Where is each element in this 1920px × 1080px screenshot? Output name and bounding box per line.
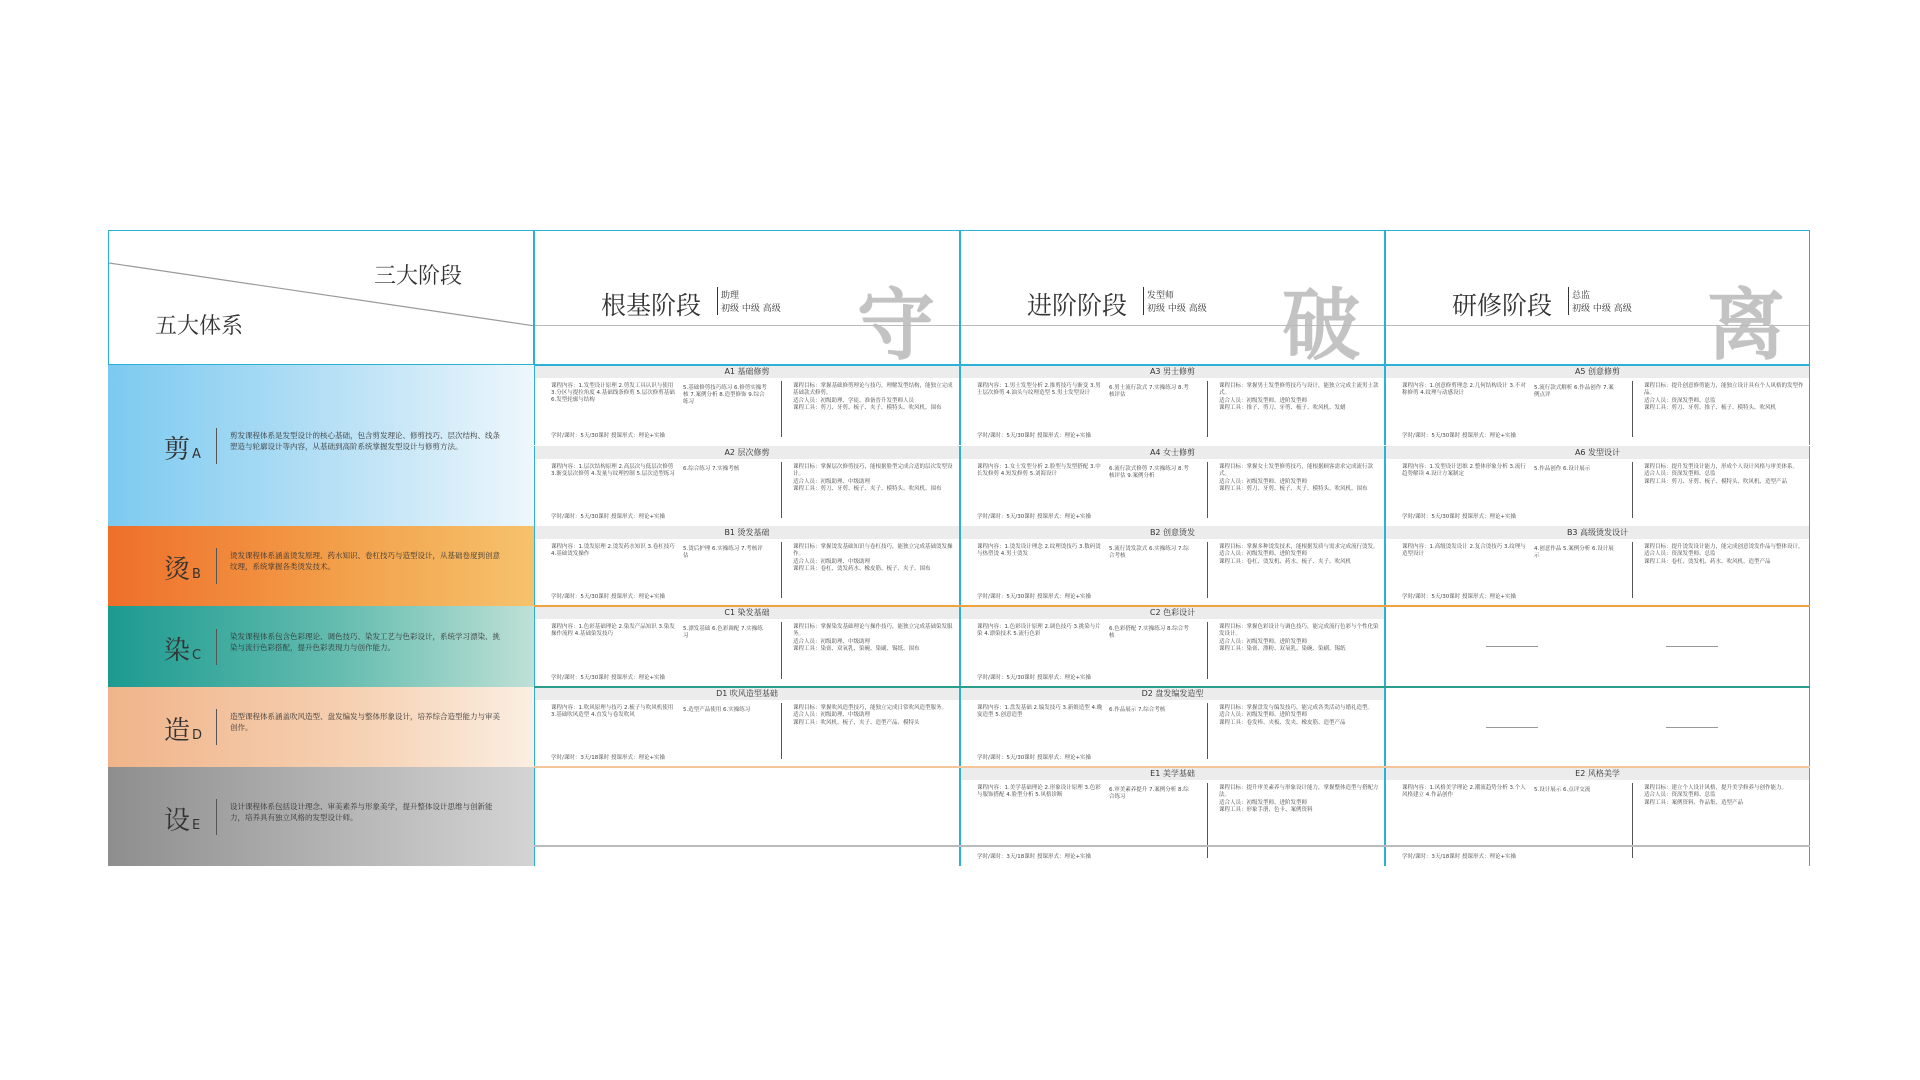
course-hours: 学时/课时：5天/30课时 授课形式：理论+实操 [1402, 594, 1517, 600]
course-details: 课程目标：掌握层次修剪技巧，能根据脸型完成合适的层次发型设计。 适合人员：初级助理、中级助理 课程工具：剪刀、牙剪、梳子、夹子、模特头、吹风机、围布 [793, 464, 953, 493]
cell-divider [781, 622, 782, 679]
stage-levels: 初级 中级 高级 [1147, 304, 1207, 314]
course-content: 课程内容：1.创意修剪理念 2.几何结构设计 3.不对称修剪 4.纹理与动感设计 [1402, 383, 1526, 397]
empty-dash [1486, 727, 1538, 728]
three-stages-label: 三大阶段 [374, 264, 463, 289]
stage-seal: 守 [856, 280, 931, 365]
course-hours: 学时/课时：3天/18课时 授课形式：理论+实操 [1402, 854, 1517, 860]
empty-dash [1486, 646, 1538, 647]
course-details: 课程目标：掌握男士发型修剪技巧与设计，能独立完成主流男士款式。 适合人员：初级发型师、进阶发型师 课程工具：推子、剪刀、牙剪、梳子、吹风机、发蜡 [1219, 383, 1379, 412]
course-cell [960, 446, 1385, 526]
empty-cell [534, 767, 960, 866]
stage-header-0 [534, 230, 960, 365]
course-hours: 学时/课时：5天/30课时 授课形式：理论+实操 [977, 514, 1092, 520]
course-cell [1385, 365, 1810, 445]
course-title: A5 创意修剪 [1386, 365, 1809, 378]
course-content-more: 4.创意作品 5.案例分析 6.设计展示 [1534, 546, 1614, 560]
cell-divider [1632, 462, 1633, 518]
course-details: 课程目标：掌握女士发型修剪技巧，能根据顾客需求完成流行款式。 适合人员：初级发型师、进阶发型师 课程工具：剪刀、牙剪、梳子、夹子、模特头、吹风机、围布 [1219, 464, 1374, 493]
course-title: E1 美学基础 [961, 767, 1384, 780]
cell-divider [1207, 381, 1208, 437]
stage-seal: 离 [1706, 280, 1781, 365]
course-cell [1385, 526, 1810, 606]
course-cell [1385, 767, 1810, 866]
course-title: E2 风格美学 [1386, 767, 1809, 780]
system-code: E [192, 817, 201, 833]
cell-divider [1207, 462, 1208, 518]
cell-divider [781, 542, 782, 598]
system-char-text: 烫 [164, 555, 191, 585]
course-content-more: 5.作品创作 6.设计展示 [1534, 466, 1591, 472]
stage-role: 总监 [1572, 291, 1591, 301]
empty-cell [1385, 687, 1810, 767]
cell-divider [781, 462, 782, 518]
system-code: B [192, 567, 201, 582]
course-title: A1 基础修剪 [535, 365, 959, 378]
system-row-1 [108, 526, 534, 606]
course-title: C1 染发基础 [535, 606, 959, 619]
empty-dash [1666, 646, 1718, 647]
stage-divider [1143, 287, 1144, 315]
course-content-more: 5.造型产品使用 6.实操练习 [683, 707, 751, 713]
system-desc: 设计课程体系包括设计理念、审美素养与形象美学，提升整体设计思维与创新能力，培养具有独立风格的发型设计师。 [230, 801, 493, 822]
system-divider [216, 629, 217, 665]
course-cell [960, 687, 1385, 767]
system-char-text: 造 [164, 716, 191, 746]
course-content-more: 5.流行款式解析 6.作品创作 7.案例点评 [1534, 385, 1614, 399]
course-content-more: 5.流行烫发款式 6.实操练习 7.综合考核 [1109, 546, 1189, 560]
course-details: 课程目标：提升创意修剪能力，能独立设计具有个人风格的发型作品。 适合人员：资深发型师、总监 课程工具：剪刀、牙剪、推子、梳子、模特头、吹风机 [1644, 383, 1804, 412]
course-cell [960, 365, 1385, 445]
system-desc: 造型课程体系涵盖吹风造型、盘发编发与整体形象设计，培养综合造型能力与审美创作。 [230, 712, 500, 732]
five-systems-label: 五大体系 [155, 314, 244, 339]
course-cell [960, 767, 1385, 866]
system-char-text: 染 [164, 635, 191, 666]
system-char [164, 800, 200, 837]
system-char [164, 549, 201, 586]
stage-name: 研修阶段 [1452, 291, 1553, 320]
course-title: A3 男士修剪 [961, 365, 1384, 378]
empty-dash [1666, 727, 1718, 728]
system-char [164, 630, 201, 667]
system-row-0 [108, 365, 534, 526]
course-hours: 学时/课时：5天/30课时 授课形式：理论+实操 [977, 594, 1092, 600]
stage-name: 根基阶段 [601, 291, 702, 320]
course-content-more: 6.男士流行款式 7.实操练习 8.考核评估 [1109, 385, 1189, 399]
course-cell [534, 606, 960, 687]
course-title: D1 吹风造型基础 [535, 687, 959, 700]
system-divider [216, 709, 217, 745]
course-details: 课程目标：掌握染发基础理论与操作技巧，能独立完成基础染发服务。 适合人员：初级助理、中级助理 课程工具：染膏、双氧乳、染碗、染刷、锡纸、围布 [793, 624, 953, 653]
course-content-more: 6.综合练习 7.实操考核 [683, 466, 740, 472]
system-divider [216, 428, 217, 464]
row-divider [534, 686, 1810, 688]
course-title: D2 盘发编发造型 [961, 687, 1384, 700]
course-content-more: 5.设计展示 6.点评交流 [1534, 787, 1591, 793]
course-hours: 学时/课时：3天/18课时 授课形式：理论+实操 [977, 854, 1092, 860]
course-content-more: 5.基础修剪技巧练习 6.修剪实操考核 7.案例分析 8.造型修饰 9.综合练习 [683, 385, 767, 406]
course-content: 课程内容：1.色彩基础理论 2.染发产品知识 3.染发操作流程 4.基础染发技巧 [551, 624, 675, 638]
course-hours: 学时/课时：5天/30课时 授课形式：理论+实操 [977, 675, 1092, 681]
course-hours: 学时/课时：5天/30课时 授课形式：理论+实操 [977, 433, 1092, 439]
stage-header-1 [960, 230, 1385, 365]
course-content: 课程内容：1.盘发基础 2.编发技巧 3.新娘造型 4.晚宴造型 5.创意造型 [977, 705, 1103, 719]
course-title: B1 烫发基础 [535, 526, 959, 539]
course-content: 课程内容：1.层次结构原理 2.高层次与低层次修剪 3.渐变层次修剪 4.发量与纹理控制 5.层次造型练习 [551, 464, 675, 478]
course-details: 课程目标：掌握烫发基础知识与卷杠技巧，能独立完成基础烫发操作。 适合人员：初级助理、中级助理 课程工具：卷杠、烫发药水、橡皮筋、梳子、夹子、围布 [793, 544, 953, 573]
system-desc: 剪发课程体系是发型设计的核心基础，包含剪发理论、修剪技巧、层次结构、线条塑造与轮廓设计等内容，从基础到高阶系统掌握发型设计与修剪方法。 [230, 430, 500, 451]
course-content: 课程内容：1.烫发原理 2.烫发药水知识 3.卷杠技巧 4.基础烫发操作 [551, 544, 675, 558]
course-details: 课程目标：建立个人设计风格，提升美学修养与创作能力。 适合人员：资深发型师、总监 课程工具：案例资料、作品集、造型产品 [1644, 785, 1788, 806]
course-matrix [108, 230, 1810, 866]
course-hours: 学时/课时：5天/30课时 授课形式：理论+实操 [1402, 433, 1517, 439]
system-char-text: 剪 [164, 434, 191, 465]
course-hours: 学时/课时：5天/30课时 授课形式：理论+实操 [551, 514, 666, 520]
stage-levels: 初级 中级 高级 [1572, 304, 1632, 314]
cell-divider [1207, 622, 1208, 679]
course-content: 课程内容：1.男士发型分析 2.推剪技巧与渐变 3.男士层次修剪 4.油头与纹理造型 5.男士发型设计 [977, 383, 1101, 397]
course-details: 课程目标：提升烫发设计能力，能完成创意烫发作品与整体设计。 适合人员：资深发型师、总监 课程工具：卷杠、烫发机、药水、吹风机、造型产品 [1644, 544, 1804, 565]
course-hours: 学时/课时：3天/18课时 授课形式：理论+实操 [551, 755, 666, 761]
course-cell [534, 526, 960, 606]
system-divider [216, 799, 217, 835]
system-char [164, 710, 202, 747]
cell-divider [781, 381, 782, 437]
row-divider [534, 766, 1810, 768]
corner-header [108, 230, 534, 365]
course-cell [960, 526, 1385, 606]
course-hours: 学时/课时：5天/30课时 授课形式：理论+实操 [551, 433, 666, 439]
course-hours: 学时/课时：5天/30课时 授课形式：理论+实操 [551, 675, 666, 681]
course-content: 课程内容：1.高级烫发设计 2.复合烫技巧 3.纹理与造型设计 [1402, 544, 1526, 558]
system-desc: 烫发课程体系涵盖烫发原理、药水知识、卷杠技巧与造型设计，从基础卷度到创意纹理，系统掌握各类烫发技术。 [230, 551, 500, 571]
course-content-more: 6.审美素养提升 7.案例分析 8.综合练习 [1109, 787, 1189, 801]
course-details: 课程目标：提升发型设计能力，形成个人设计风格与审美体系。 适合人员：资深发型师、总监 课程工具：剪刀、牙剪、梳子、模特头、吹风机、造型产品 [1644, 464, 1799, 485]
system-divider [216, 548, 217, 584]
course-title: B2 创意烫发 [961, 526, 1384, 539]
course-content: 课程内容：1.色彩设计原理 2.调色技巧 3.挑染与片染 4.漂染技术 5.流行色彩 [977, 624, 1101, 638]
system-row-3 [108, 687, 534, 767]
course-details: 课程目标：掌握吹风造型技巧，能独立完成日常吹风造型服务。 适合人员：初级助理、中级助理 课程工具：吹风机、梳子、夹子、造型产品、模特头 [793, 705, 948, 726]
diagonal-line [109, 231, 534, 365]
cell-divider [1207, 542, 1208, 598]
row-divider [534, 845, 1810, 847]
stage-seal: 破 [1281, 280, 1356, 365]
empty-cell [1385, 606, 1810, 687]
system-desc: 染发课程体系包含色彩理论、调色技巧、染发工艺与色彩设计，系统学习漂染、挑染与流行色彩搭配，提升色彩表现力与创作能力。 [230, 631, 500, 652]
cell-divider [1207, 703, 1208, 759]
course-cell [534, 446, 960, 526]
course-title: B3 高级烫发设计 [1386, 526, 1809, 539]
course-details: 课程目标：掌握盘发与编发技巧，能完成各类活动与婚礼造型。 适合人员：初级发型师、进阶发型师 课程工具：卷发棒、夹板、发夹、橡皮筋、造型产品 [1219, 705, 1374, 726]
course-title: A4 女士修剪 [961, 446, 1384, 459]
system-code: C [192, 647, 202, 663]
course-title: A6 发型设计 [1386, 446, 1809, 459]
course-details: 课程目标：掌握色彩设计与调色技巧，能完成流行色彩与个性化染发设计。 适合人员：初级发型师、进阶发型师 课程工具：染膏、漂粉、双氧乳、染碗、染刷、锡纸 [1219, 624, 1379, 653]
system-code: D [192, 728, 203, 743]
course-hours: 学时/课时：5天/30课时 授课形式：理论+实操 [1402, 514, 1517, 520]
stage-role: 发型师 [1147, 291, 1175, 301]
course-content: 课程内容：1.烫发设计理念 2.纹理烫技巧 3.数码烫与热塑烫 4.男士烫发 [977, 544, 1101, 558]
cell-divider [781, 703, 782, 759]
course-details: 课程目标：掌握基础修剪理论与技巧，理解发型结构，能独立完成基础款式修剪。 适合人员：初级助理、学徒、准备晋升发型师人员 课程工具：剪刀、牙剪、梳子、夹子、模特头、吹风机、围布 [793, 383, 953, 412]
stage-name: 进阶阶段 [1027, 291, 1128, 320]
course-content-more: 6.作品展示 7.综合考核 [1109, 707, 1166, 713]
course-title: A2 层次修剪 [535, 446, 959, 459]
course-content: 课程内容：1.吹风原理与技巧 2.梳子与吹风机使用 3.基础吹风造型 4.直发与卷发吹风 [551, 705, 674, 719]
system-row-4 [108, 767, 534, 866]
course-content: 课程内容：1.发型设计思维 2.整体形象分析 3.流行趋势解读 4.设计方案制定 [1402, 464, 1526, 478]
course-content: 课程内容：1.风格美学理论 2.潮流趋势分析 3.个人风格建立 4.作品创作 [1402, 785, 1526, 799]
course-cell [534, 687, 960, 767]
course-content: 课程内容：1.发型设计原理 2.剪发工具认识与使用 3.分区与提拉角度 4.基础线条修剪 5.层次修剪基础 6.发型轮廓与结构 [551, 383, 675, 404]
course-content-more: 6.色彩搭配 7.实操练习 8.综合考核 [1109, 626, 1189, 640]
course-cell [960, 606, 1385, 687]
course-content-more: 6.流行款式修剪 7.实操练习 8.考核评估 9.案例分析 [1109, 466, 1189, 480]
course-hours: 学时/课时：5天/30课时 授课形式：理论+实操 [551, 594, 666, 600]
system-code: A [192, 446, 201, 462]
stage-divider [717, 287, 718, 315]
system-row-2 [108, 606, 534, 687]
course-content-more: 5.烫后护理 6.实操练习 7.考核评估 [683, 546, 763, 560]
course-details: 课程目标：掌握多种烫发技术，能根据发质与需求完成流行烫发。 适合人员：初级发型师、进阶发型师 课程工具：卷杠、烫发机、药水、梳子、夹子、吹风机 [1219, 544, 1379, 565]
system-char-text: 设 [164, 805, 191, 836]
course-hours: 学时/课时：5天/30课时 授课形式：理论+实操 [977, 755, 1092, 761]
system-char [164, 429, 201, 466]
course-content-more: 5.漂发基础 6.色彩调配 7.实操练习 [683, 626, 763, 640]
stage-divider [1568, 287, 1569, 315]
cell-divider [1632, 381, 1633, 437]
course-content: 课程内容：1.女士发型分析 2.脸型与发型搭配 3.中长发修剪 4.短发修剪 5.刘海设计 [977, 464, 1101, 478]
stage-header-2 [1385, 230, 1810, 365]
course-content: 课程内容：1.美学基础理论 2.形象设计原理 3.色彩与服饰搭配 4.脸型分析 5.风格诊断 [977, 785, 1101, 799]
stage-role: 助理 [721, 291, 740, 301]
stage-levels: 初级 中级 高级 [721, 304, 781, 314]
course-details: 课程目标：提升审美素养与形象设计能力，掌握整体造型与搭配方法。 适合人员：初级发型师、进阶发型师 课程工具：形象手册、色卡、案例资料 [1219, 785, 1379, 814]
row-divider [534, 364, 1810, 366]
row-divider [534, 605, 1810, 607]
course-cell [1385, 446, 1810, 526]
course-title: C2 色彩设计 [961, 606, 1384, 619]
cell-divider [1632, 542, 1633, 598]
course-cell [534, 365, 960, 445]
